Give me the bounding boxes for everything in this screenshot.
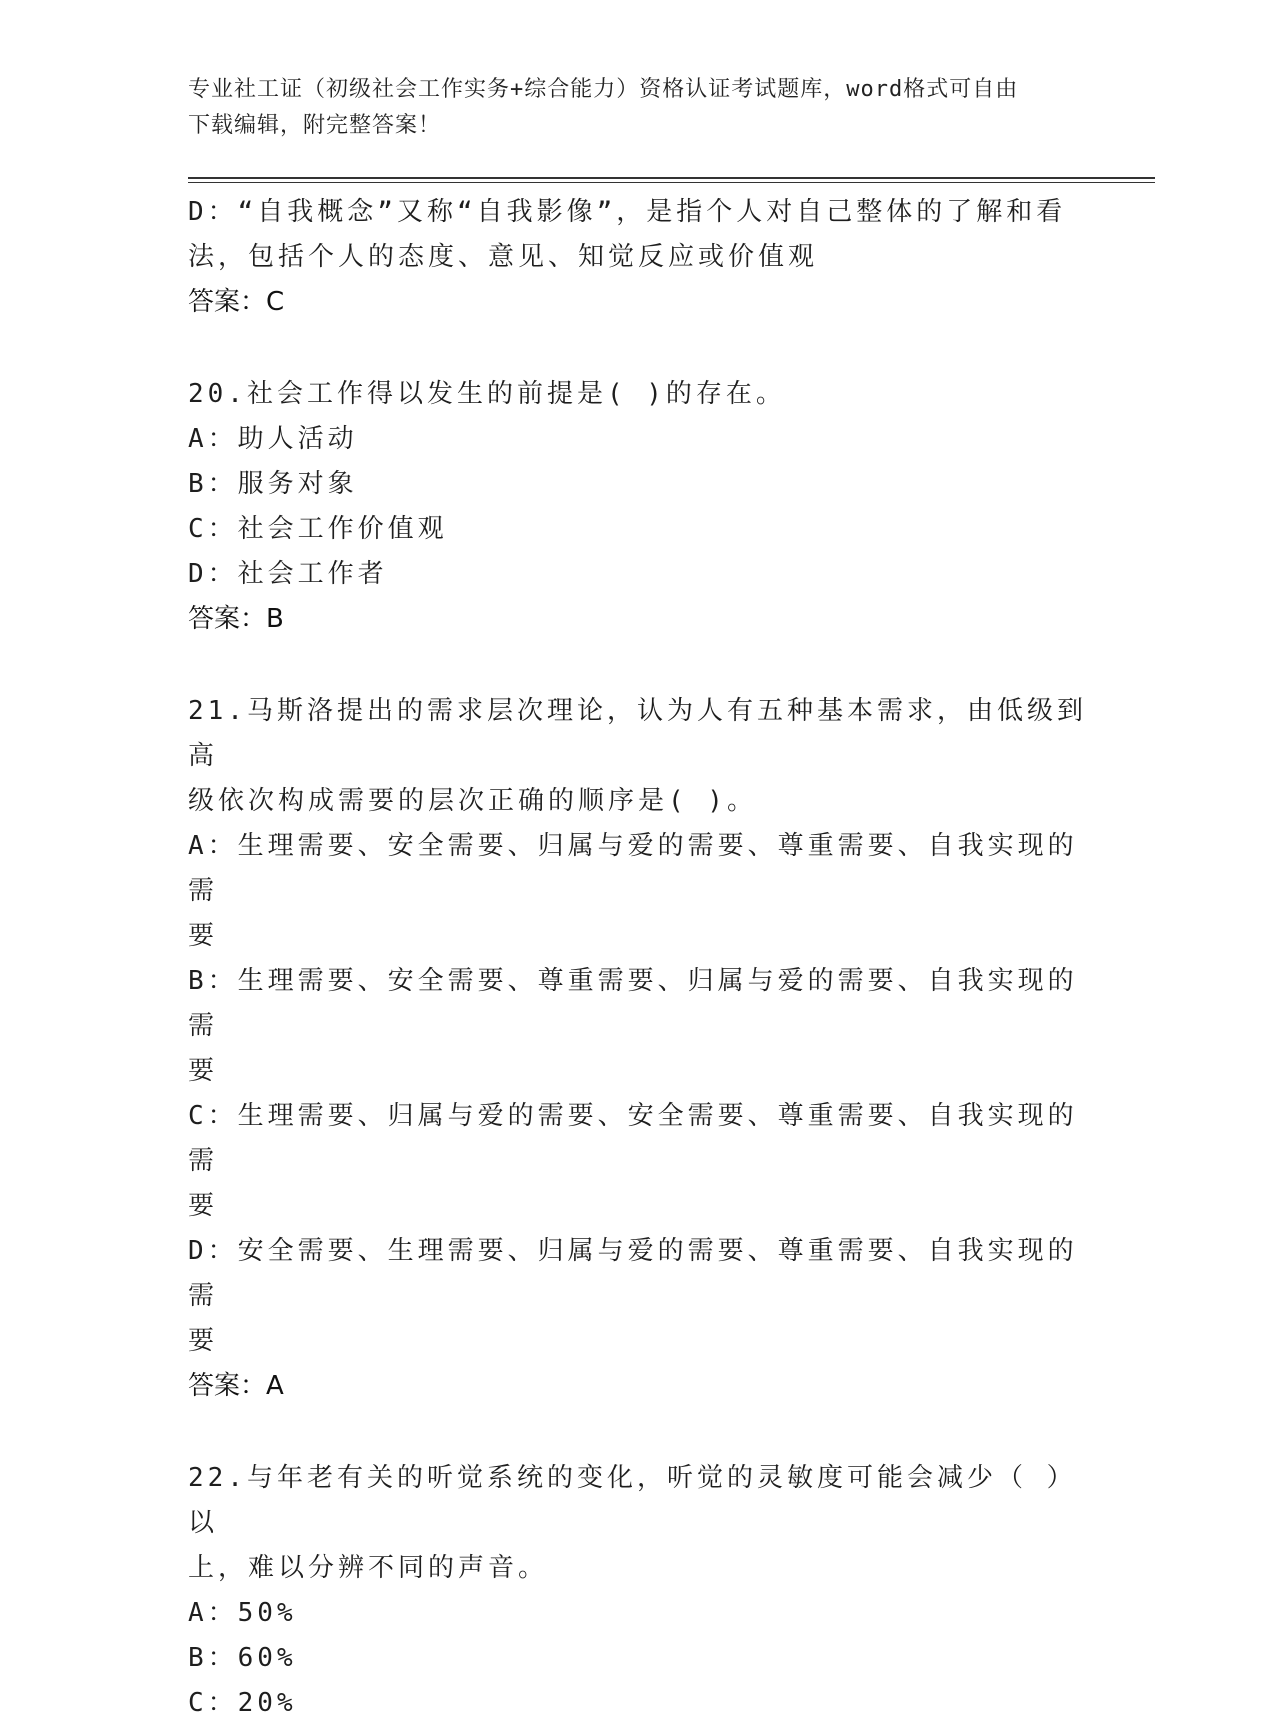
header-rule-thick <box>188 177 1155 179</box>
answer-line: 答案：A <box>188 1371 284 1401</box>
option-d-line-1: D：“自我概念”又称“自我影像”，是指个人对自己整体的了解和看 <box>188 197 1067 227</box>
previous-question-tail <box>188 190 1088 325</box>
answer-line: 答案：C <box>188 287 285 317</box>
option-d: D：社会工作者 <box>188 559 388 589</box>
question-content <box>188 188 1088 1726</box>
option-d-line-2: 法，包括个人的态度、意见、知觉反应或价值观 <box>188 242 819 272</box>
question-stem: 20.社会工作得以发生的前提是( )的存在。 <box>188 379 786 409</box>
option-d-line-2: 要 <box>188 1326 219 1356</box>
question-stem-line-2: 级依次构成需要的层次正确的顺序是( )。 <box>188 786 757 816</box>
option-c: C：20% <box>188 1688 297 1718</box>
option-b: B：服务对象 <box>188 469 358 499</box>
option-b: B：60% <box>188 1643 297 1673</box>
option-b-line-2: 要 <box>188 1056 219 1086</box>
question-stem-line-1: 21.马斯洛提出的需求层次理论，认为人有五种基本需求，由低级到高 <box>188 696 1087 771</box>
answer-line: 答案：B <box>188 604 284 634</box>
header-line-1: 专业社工证（初级社会工作实务+综合能力）资格认证考试题库，word格式可自由 <box>188 77 1019 102</box>
option-c-line-2: 要 <box>188 1191 219 1221</box>
header-rule-thin <box>188 182 1155 183</box>
document-header <box>188 72 1088 144</box>
option-a: A：50% <box>188 1598 297 1628</box>
option-a-line-2: 要 <box>188 921 219 951</box>
option-a: A：助人活动 <box>188 424 358 454</box>
header-line-2: 下载编辑，附完整答案！ <box>188 113 442 138</box>
option-c: C：社会工作价值观 <box>188 514 448 544</box>
question-stem-line-2: 上，难以分辨不同的声音。 <box>188 1553 549 1583</box>
question-21 <box>188 689 1088 1409</box>
option-d-line-1: D：安全需要、生理需要、归属与爱的需要、尊重需要、自我实现的需 <box>188 1236 1078 1311</box>
option-c-line-1: C：生理需要、归属与爱的需要、安全需要、尊重需要、自我实现的需 <box>188 1101 1078 1176</box>
question-22 <box>188 1456 1088 1726</box>
question-20 <box>188 372 1088 642</box>
option-b-line-1: B：生理需要、安全需要、尊重需要、归属与爱的需要、自我实现的需 <box>188 966 1078 1041</box>
question-stem-line-1: 22.与年老有关的听觉系统的变化，听觉的灵敏度可能会减少（ ）以 <box>188 1463 1077 1538</box>
option-a-line-1: A：生理需要、安全需要、归属与爱的需要、尊重需要、自我实现的需 <box>188 831 1078 906</box>
